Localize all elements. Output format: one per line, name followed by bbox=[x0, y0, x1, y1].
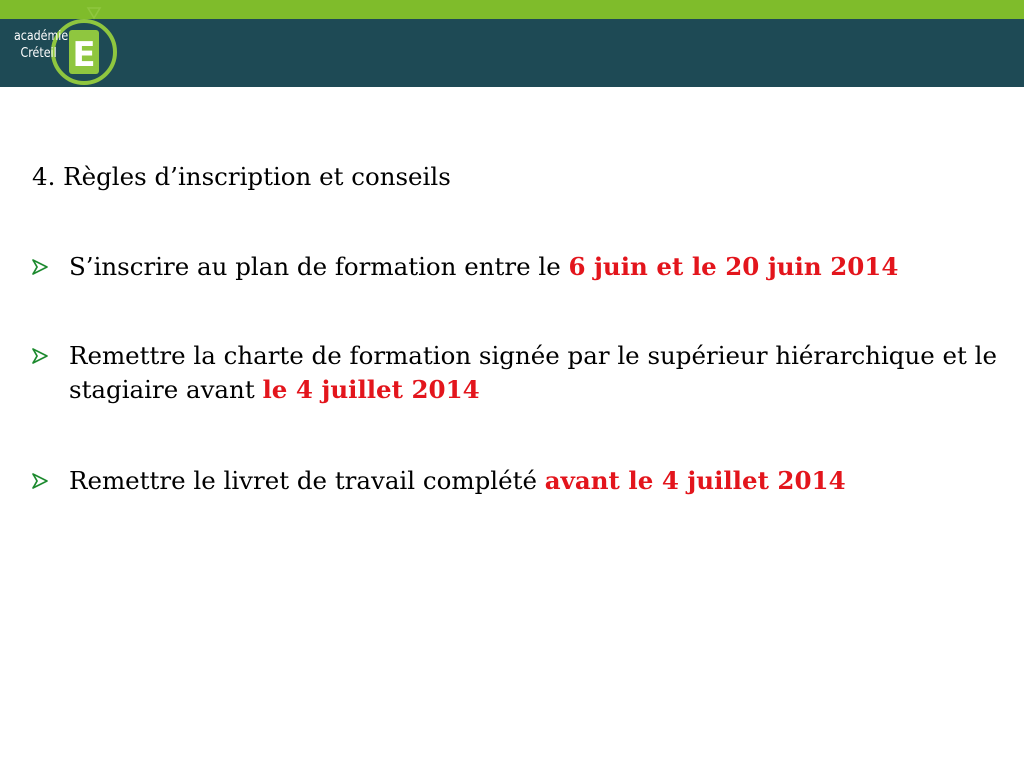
logo-letter: E bbox=[72, 35, 96, 75]
bullet-text bbox=[69, 339, 997, 407]
bullet-arrow-icon bbox=[32, 259, 48, 275]
bullet-item-charter bbox=[32, 339, 997, 407]
bullet-plain-text: S’inscrire au plan de formation entre le bbox=[69, 252, 569, 281]
bullet-plain-text: Remettre le livret de travail complété bbox=[69, 466, 545, 495]
slide-heading: 4. Règles d’inscription et conseils bbox=[32, 162, 451, 191]
bullet-item-workbook bbox=[32, 464, 997, 498]
logo-line-academie: académie bbox=[14, 28, 69, 44]
academie-creteil-logo bbox=[10, 2, 120, 86]
top-accent-bar bbox=[0, 0, 1024, 19]
logo-wordmark bbox=[14, 28, 69, 62]
header-band bbox=[0, 19, 1024, 87]
bullet-plain-text: Remettre la charte de formation signée par le supérieur hiérarchique et le stagiaire avant bbox=[69, 341, 998, 404]
bullet-highlight-date: 6 juin et le 20 juin 2014 bbox=[568, 252, 899, 281]
bullet-highlight-date: avant le 4 juillet 2014 bbox=[544, 466, 846, 495]
bullet-item-registration bbox=[32, 250, 997, 284]
bullet-text bbox=[69, 250, 997, 284]
bullet-arrow-icon bbox=[32, 348, 48, 364]
bullet-highlight-date: le 4 juillet 2014 bbox=[262, 375, 480, 404]
bullet-text bbox=[69, 464, 997, 498]
bullet-arrow-icon bbox=[32, 473, 48, 489]
logo-line-creteil: Créteil bbox=[20, 45, 57, 61]
